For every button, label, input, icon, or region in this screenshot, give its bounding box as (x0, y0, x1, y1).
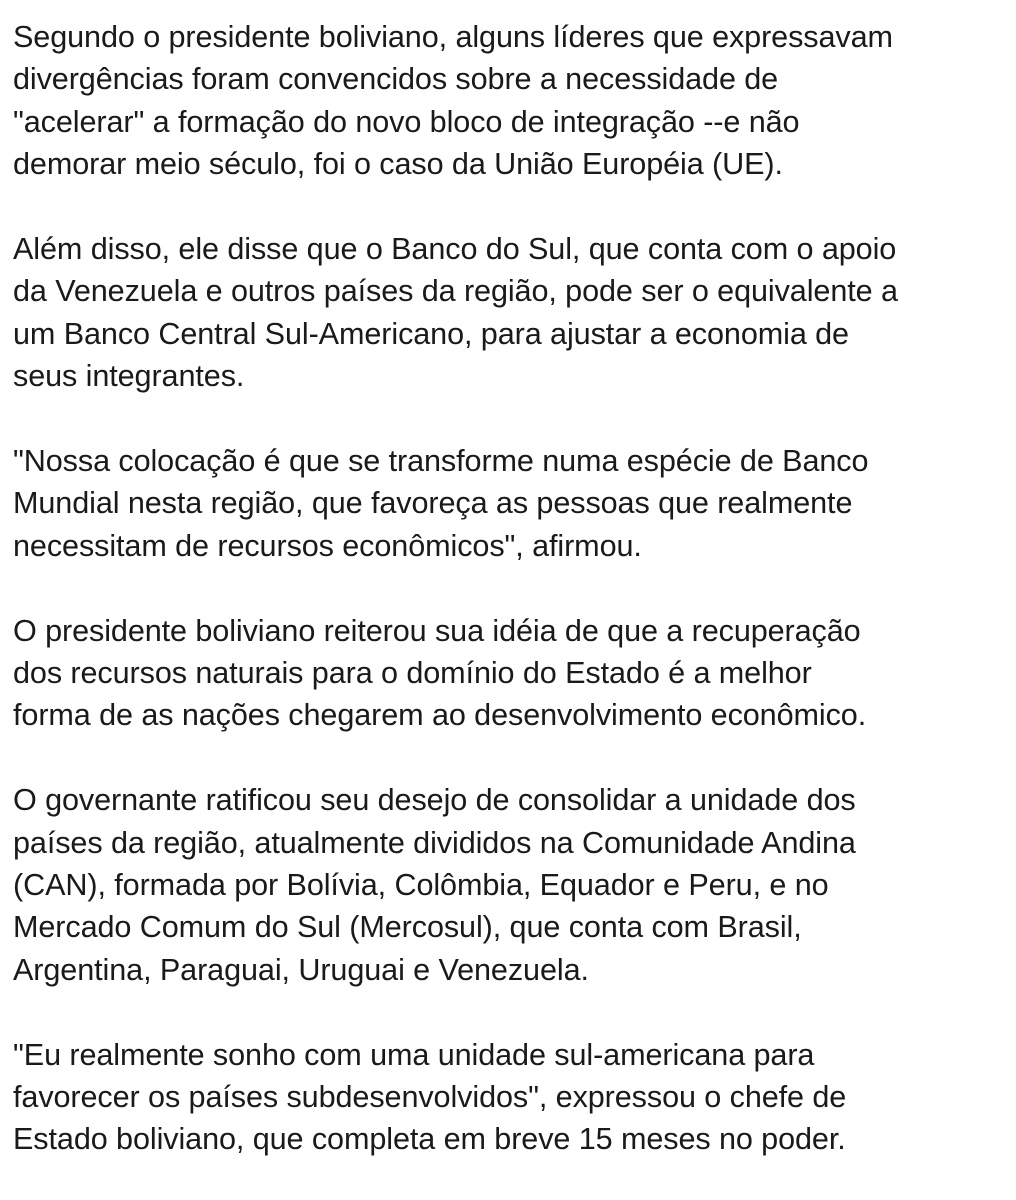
paragraph-line: (CAN), formada por Bolívia, Colômbia, Equador e Peru, e no (13, 868, 829, 903)
article-paragraph-4 (13, 610, 998, 737)
paragraph-line: O presidente boliviano reiterou sua idéia de que a recuperação (13, 613, 861, 648)
paragraph-line: dos recursos naturais para o domínio do Estado é a melhor (13, 656, 812, 691)
paragraph-line: Estado boliviano, que completa em breve 15 meses no poder. (13, 1122, 846, 1157)
article-paragraph-2 (13, 228, 998, 398)
paragraph-line: Mundial nesta região, que favoreça as pessoas que realmente (13, 486, 853, 521)
paragraph-line: um Banco Central Sul-Americano, para ajustar a economia de (13, 316, 849, 351)
paragraph-line: demorar meio século, foi o caso da União Européia (UE). (13, 147, 783, 182)
paragraph-line: O governante ratificou seu desejo de consolidar a unidade dos (13, 783, 856, 818)
paragraph-line: Argentina, Paraguai, Uruguai e Venezuela. (13, 952, 589, 987)
article-paragraph-6 (13, 1034, 998, 1161)
article-paragraph-1 (13, 16, 998, 186)
paragraph-line: "Eu realmente sonho com uma unidade sul-americana para (13, 1037, 815, 1072)
paragraph-line: "acelerar" a formação do novo bloco de integração --e não (13, 104, 800, 139)
paragraph-line: da Venezuela e outros países da região, pode ser o equivalente a (13, 274, 898, 309)
paragraph-line: Além disso, ele disse que o Banco do Sul, que conta com o apoio (13, 232, 897, 267)
paragraph-line: necessitam de recursos econômicos", afirmou. (13, 528, 642, 563)
paragraph-line: favorecer os países subdesenvolvidos", expressou o chefe de (13, 1080, 847, 1115)
paragraph-line: forma de as nações chegarem ao desenvolvimento econômico. (13, 698, 867, 733)
paragraph-line: "Nossa colocação é que se transforme numa espécie de Banco (13, 444, 869, 479)
article-paragraph-5 (13, 779, 998, 991)
article-paragraph-3 (13, 440, 998, 567)
paragraph-line: seus integrantes. (13, 359, 245, 394)
paragraph-line: países da região, atualmente divididos na Comunidade Andina (13, 825, 856, 860)
paragraph-line: Segundo o presidente boliviano, alguns líderes que expressavam (13, 20, 893, 54)
paragraph-line: divergências foram convencidos sobre a necessidade de (13, 62, 779, 97)
paragraph-line: Mercado Comum do Sul (Mercosul), que conta com Brasil, (13, 910, 802, 945)
